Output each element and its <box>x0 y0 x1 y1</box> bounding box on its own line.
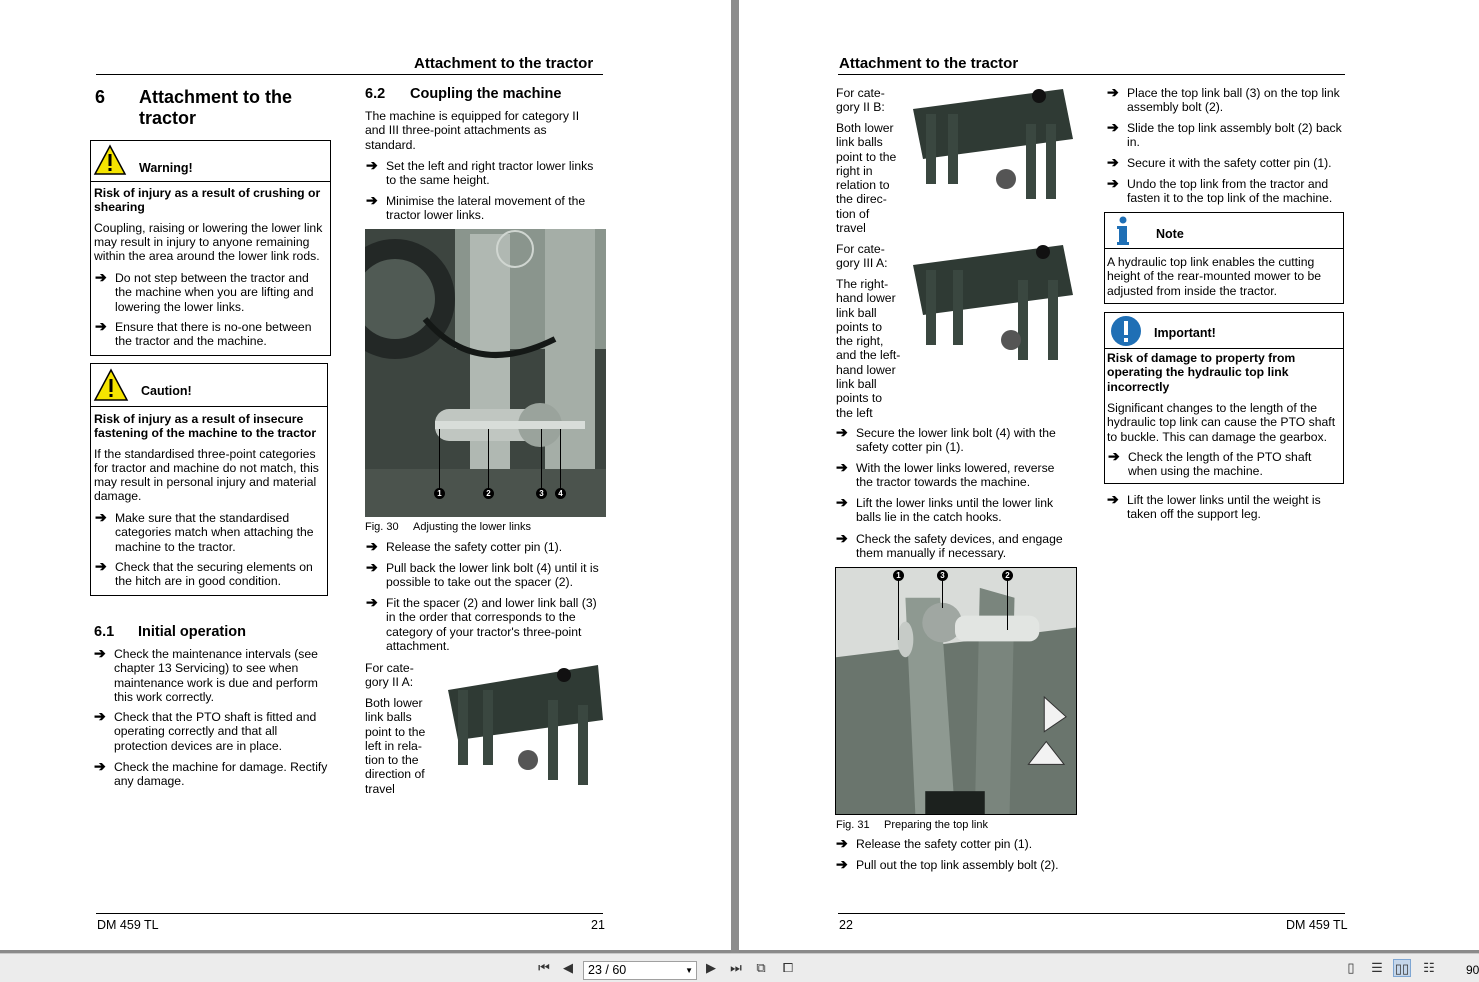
category-3a-description: The right- hand lower link ball points to the right, and the left- hand lower link ball points to the left <box>836 277 901 420</box>
arrow-icon: ➔ <box>366 538 378 554</box>
two-page-icon[interactable]: ▯▯ <box>1394 961 1410 976</box>
right-step: ➔ Place the top link ball (3) on the top link assembly bolt (2). <box>1107 84 1340 115</box>
chapter-title-line2: tractor <box>139 108 197 128</box>
warning-title: Warning! <box>139 161 193 175</box>
chapter-number: 6 <box>95 87 106 107</box>
callout-2: 2 <box>483 488 494 499</box>
section-6-1-step: ➔ Check that the PTO shaft is fitted and operating correctly and that all protection devices are in place. <box>94 708 317 753</box>
fit-width-icon[interactable]: ⧠ <box>782 960 794 975</box>
right-step: ➔ Undo the top link from the tractor and fasten it to the top link of the machine. <box>1107 175 1333 206</box>
footer-doc-id: DM 459 TL <box>97 918 159 932</box>
warning-triangle-icon <box>93 144 127 176</box>
arrow-icon: ➔ <box>836 835 848 851</box>
caution-box <box>90 363 328 596</box>
prev-page-icon[interactable]: ◀ <box>563 960 573 975</box>
section-6-2-number: 6.2 <box>365 86 386 102</box>
caution-step: ➔ Check that the securing elements on the hitch are in good condition. <box>95 558 313 589</box>
zoom-level[interactable]: 90 <box>1466 963 1479 977</box>
arrow-icon: ➔ <box>95 558 107 574</box>
continuous-icon[interactable]: ☰ <box>1371 960 1383 975</box>
right-step: ➔ Secure it with the safety cotter pin (1). <box>1107 154 1332 170</box>
right-step: ➔ Pull out the top link assembly bolt (2). <box>836 856 1059 872</box>
category-2b-label: For cate- gory II B: <box>836 86 885 115</box>
section-6-1-title: Initial operation <box>138 624 246 640</box>
caution-heading-1: Risk of injury as a result of insecure <box>94 412 304 426</box>
callout-2: 2 <box>1002 570 1013 581</box>
header-rule <box>96 74 603 75</box>
caution-body-1: If the standardised three-point categories <box>94 447 316 461</box>
caution-body-3: may result in personal injury and material <box>94 475 317 489</box>
callout-3: 3 <box>937 570 948 581</box>
caution-body-4: damage. <box>94 489 142 503</box>
arrow-icon: ➔ <box>1107 154 1119 170</box>
right-step: ➔ Check the safety devices, and engage them manually if necessary. <box>836 530 1063 561</box>
important-step: ➔ Check the length of the PTO shaft when using the machine. <box>1108 448 1312 479</box>
callout-4: 4 <box>555 488 566 499</box>
running-head: Attachment to the tractor <box>839 55 1019 72</box>
footer-doc-id: DM 459 TL <box>1286 918 1348 932</box>
note-box <box>1104 212 1344 304</box>
important-title: Important! <box>1154 326 1216 340</box>
arrow-icon: ➔ <box>366 192 378 208</box>
figure-31-label: Fig. 31 <box>836 819 870 831</box>
footer-rule <box>838 913 1345 914</box>
first-page-icon[interactable]: ⏮ <box>538 960 550 975</box>
chapter-title-line1: Attachment to the <box>139 87 292 107</box>
section-6-1-step: ➔ Check the maintenance intervals (see chapter 13 Servicing) to see when maintenance work is due and perform this work correctly. <box>94 645 318 704</box>
caution-title: Caution! <box>141 384 192 398</box>
category-2b-description: Both lower link balls point to the right in relation to the direc- tion of travel <box>836 121 897 236</box>
category-2a-illustration <box>438 660 605 790</box>
warning-heading-1: Risk of injury as a result of crushing or <box>94 186 321 200</box>
thumbnails-icon[interactable]: ☷ <box>1423 960 1435 975</box>
important-exclamation-icon <box>1110 315 1142 347</box>
important-box <box>1104 312 1344 484</box>
callout-1: 1 <box>434 488 445 499</box>
important-body: Significant changes to the length of the hydraulic top link can cause the PTO shaft to buckle. This can damage the gearbox. <box>1107 401 1336 444</box>
arrow-icon: ➔ <box>1107 84 1119 100</box>
section-6-1-step: ➔ Check the machine for damage. Rectify any damage. <box>94 758 328 789</box>
category-2a-description: Both lower link balls point to the left in rela- tion to the direction of travel <box>365 696 426 796</box>
page-21 <box>0 0 731 950</box>
section-6-1-number: 6.1 <box>94 624 115 640</box>
arrow-icon: ➔ <box>836 459 848 475</box>
callout-1: 1 <box>893 570 904 581</box>
arrow-icon: ➔ <box>1107 491 1119 507</box>
caution-body-2: for tractor and machine do not match, this <box>94 461 319 475</box>
figure-31-photo <box>835 567 1077 815</box>
fit-page-icon[interactable]: ⧉ <box>756 960 766 975</box>
footer-page-number: 21 <box>591 918 605 932</box>
arrow-icon: ➔ <box>836 856 848 872</box>
warning-box <box>90 140 331 356</box>
arrow-icon: ➔ <box>836 530 848 546</box>
figure-30-photo <box>365 229 606 517</box>
arrow-icon: ➔ <box>366 559 378 575</box>
right-step: ➔ Slide the top link assembly bolt (2) back in. <box>1107 119 1342 150</box>
arrow-icon: ➔ <box>1108 448 1120 464</box>
figure-30-label: Fig. 30 <box>365 521 399 533</box>
lower-link-illustration <box>365 229 606 517</box>
arrow-icon: ➔ <box>836 424 848 440</box>
arrow-icon: ➔ <box>94 758 106 774</box>
arrow-icon: ➔ <box>366 157 378 173</box>
section-6-2-step: ➔ Fit the spacer (2) and lower link ball (3) in the order that corresponds to the category of your tractor's three-point attachment. <box>366 594 597 653</box>
section-6-2-step: ➔ Minimise the lateral movement of the tractor lower links. <box>366 192 586 223</box>
section-6-2-step: ➔ Set the left and right tractor lower links to the same height. <box>366 157 594 188</box>
right-step: ➔ Release the safety cotter pin (1). <box>836 835 1033 851</box>
arrow-icon: ➔ <box>95 318 107 334</box>
warning-step: ➔ Ensure that there is no-one between the tractor and the machine. <box>95 318 312 349</box>
page-number-field[interactable]: 23 / 60 ▼ <box>583 961 697 980</box>
section-6-2-step: ➔ Pull back the lower link bolt (4) until it is possible to take out the spacer (2). <box>366 559 599 590</box>
arrow-icon: ➔ <box>94 645 106 661</box>
figure-30-caption: Adjusting the lower links <box>413 521 532 533</box>
right-step: ➔ Lift the lower links until the weight is taken off the support leg. <box>1107 491 1321 522</box>
caution-step: ➔ Make sure that the standardised categories match when attaching the machine to the tractor. <box>95 509 314 554</box>
note-body: A hydraulic top link enables the cutting height of the rear-mounted mower to be adjusted from inside the tractor. <box>1107 255 1322 298</box>
caution-heading-2: fastening of the machine to the tractor <box>94 426 317 440</box>
section-6-2-title: Coupling the machine <box>410 86 562 102</box>
arrow-icon: ➔ <box>94 708 106 724</box>
viewer-toolbar <box>0 953 1479 982</box>
category-2a-label: For cate- gory II A: <box>365 661 414 690</box>
right-step: ➔ Lift the lower links until the lower link balls lie in the catch hooks. <box>836 494 1054 525</box>
dropdown-arrow-icon[interactable]: ▼ <box>685 966 693 975</box>
warning-body-1: Coupling, raising or lowering the lower link <box>94 221 323 235</box>
warning-heading-2: shearing <box>94 200 145 214</box>
right-step: ➔ Secure the lower link bolt (4) with the safety cotter pin (1). <box>836 424 1056 455</box>
arrow-icon: ➔ <box>95 509 107 525</box>
category-3a-illustration <box>908 240 1075 365</box>
page-22 <box>739 0 1479 950</box>
arrow-icon: ➔ <box>1107 175 1119 191</box>
important-heading: Risk of damage to property from operating the hydraulic top link incorrectly <box>1107 351 1296 394</box>
header-rule <box>838 74 1345 75</box>
footer-rule <box>96 913 603 914</box>
top-link-illustration <box>836 568 1076 814</box>
page-gutter <box>731 0 739 953</box>
warning-body-3: within the area around the lower link rods. <box>94 249 320 263</box>
last-page-icon[interactable]: ⏭ <box>730 960 742 975</box>
arrow-icon: ➔ <box>366 594 378 610</box>
figure-31-caption: Preparing the top link <box>884 819 988 831</box>
footer-page-number: 22 <box>839 918 853 932</box>
arrow-icon: ➔ <box>836 494 848 510</box>
single-page-icon[interactable]: ▯ <box>1347 960 1355 975</box>
category-3a-label: For cate- gory III A: <box>836 242 888 271</box>
right-step: ➔ With the lower links lowered, reverse the tractor towards the machine. <box>836 459 1055 490</box>
arrow-icon: ➔ <box>1107 119 1119 135</box>
running-head: Attachment to the tractor <box>414 55 594 72</box>
warning-body-2: may result in injury to anyone remaining <box>94 235 310 249</box>
arrow-icon: ➔ <box>95 269 107 285</box>
callout-3: 3 <box>536 488 547 499</box>
next-page-icon[interactable]: ▶ <box>706 960 716 975</box>
section-6-2-intro: The machine is equipped for category II and III three-point attachments as standard. <box>365 109 580 152</box>
category-2b-illustration <box>908 84 1075 204</box>
info-icon <box>1115 216 1131 246</box>
note-title: Note <box>1156 227 1184 241</box>
warning-step: ➔ Do not step between the tractor and the machine when you are lifting and lowering the lower links. <box>95 269 314 314</box>
section-6-2-step: ➔ Release the safety cotter pin (1). <box>366 538 563 554</box>
warning-triangle-icon <box>93 368 129 402</box>
